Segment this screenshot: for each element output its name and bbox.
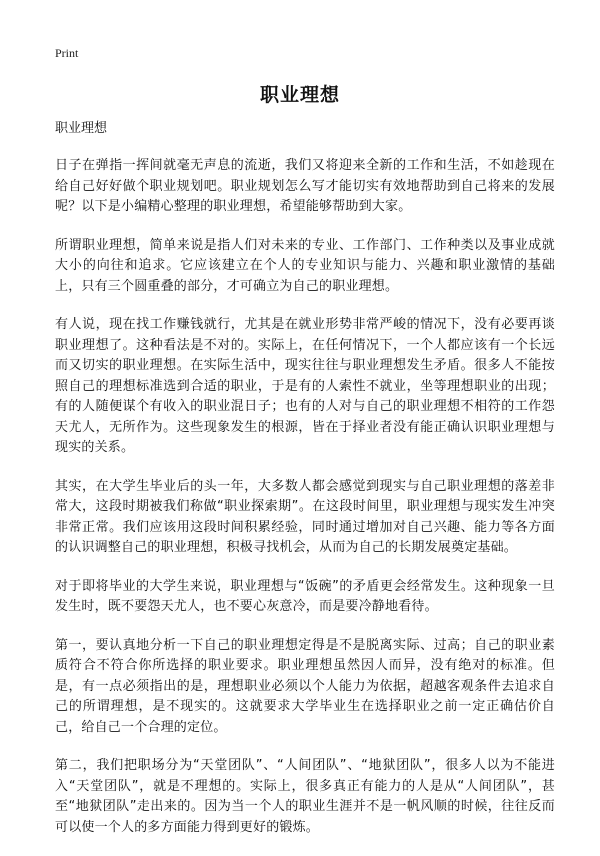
print-link[interactable]: Print	[55, 46, 79, 60]
article-body	[55, 120, 555, 856]
page-title: 职业理想	[259, 84, 340, 106]
paragraph-6: 第一，要认真地分析一下自己的职业理想定得是不是脱离实际、过高；自己的职业素质符合不符合你所选择的职业要求。职业理想虽然因人而异，没有绝对的标准。但是，有一点必须指出的是，理想职业必须以个人能力为依据，超越客观条件去追求自己的所谓理想，是不现实的。这就要求大学毕业生在选择职业之前一定正确估价自己，给自己一个合理的定位。	[55, 637, 555, 735]
paragraph-3: 有人说，现在找工作赚钱就行，尤其是在就业形势非常严峻的情况下，没有必要再谈职业理想了。这种看法是不对的。实际上，在任何情况下，一个人都应该有一个长远而又切实的职业理想。在实际生活中，现实往往与职业理想发生矛盾。很多人不能按照自己的理想标准选到合适的职业，于是有的人索性不就业，坐等理想职业的出现；有的人随便谋个有收入的职业混日子；也有的人对与自己的职业理想不相符的工作怨天尤人，无所作为。这些现象发生的根源，皆在于择业者没有能正确认识职业理想与现实的关系。	[55, 317, 555, 455]
paragraph-5: 对于即将毕业的大学生来说，职业理想与“饭碗”的矛盾更会经常发生。这种现象一旦发生时，既不要怨天尤人，也不要心灰意冷，而是要冷静地看待。	[55, 578, 555, 614]
paragraph-2: 所谓职业理想，简单来说是指人们对未来的专业、工作部门、工作种类以及事业成就大小的向往和追求。它应该建立在个人的专业知识与能力、兴趣和职业激情的基础上，只有三个圆重叠的部分，才可确立为自己的职业理想。	[55, 237, 555, 294]
paragraph-7: 第二，我们把职场分为“天堂团队”、“人间团队”、“地狱团队”，很多人以为不能进入“天堂团队”，就是不理想的。实际上，很多真正有能力的人是从“人间团队”，甚至“地狱团队”走出来的。因为当一个人的职业生涯并不是一帆风顺的时候，往往反而可以使一个人的多方面能力得到更好的锻炼。	[55, 758, 555, 835]
paragraph-4: 其实，在大学生毕业后的头一年，大多数人都会感觉到现实与自己职业理想的落差非常大，这段时期被我们称做“职业探索期”。在这段时间里，职业理想与现实发生冲突非常正常。我们应该用这段时间积累经验，同时通过增加对自己兴趣、能力等各方面的认识调整自己的职业理想，积极寻找机会，从而为自己的长期发展奠定基础。	[55, 478, 555, 555]
paragraph-1: 日子在弹指一挥间就毫无声息的流逝，我们又将迎来全新的工作和生活，不如趁现在给自己好好做个职业规划吧。职业规划怎么写才能切实有效地帮助到自己将来的发展呢？以下是小编精心整理的职业理想，希望能够帮助到大家。	[55, 158, 555, 214]
article-subtitle: 职业理想	[55, 121, 108, 136]
